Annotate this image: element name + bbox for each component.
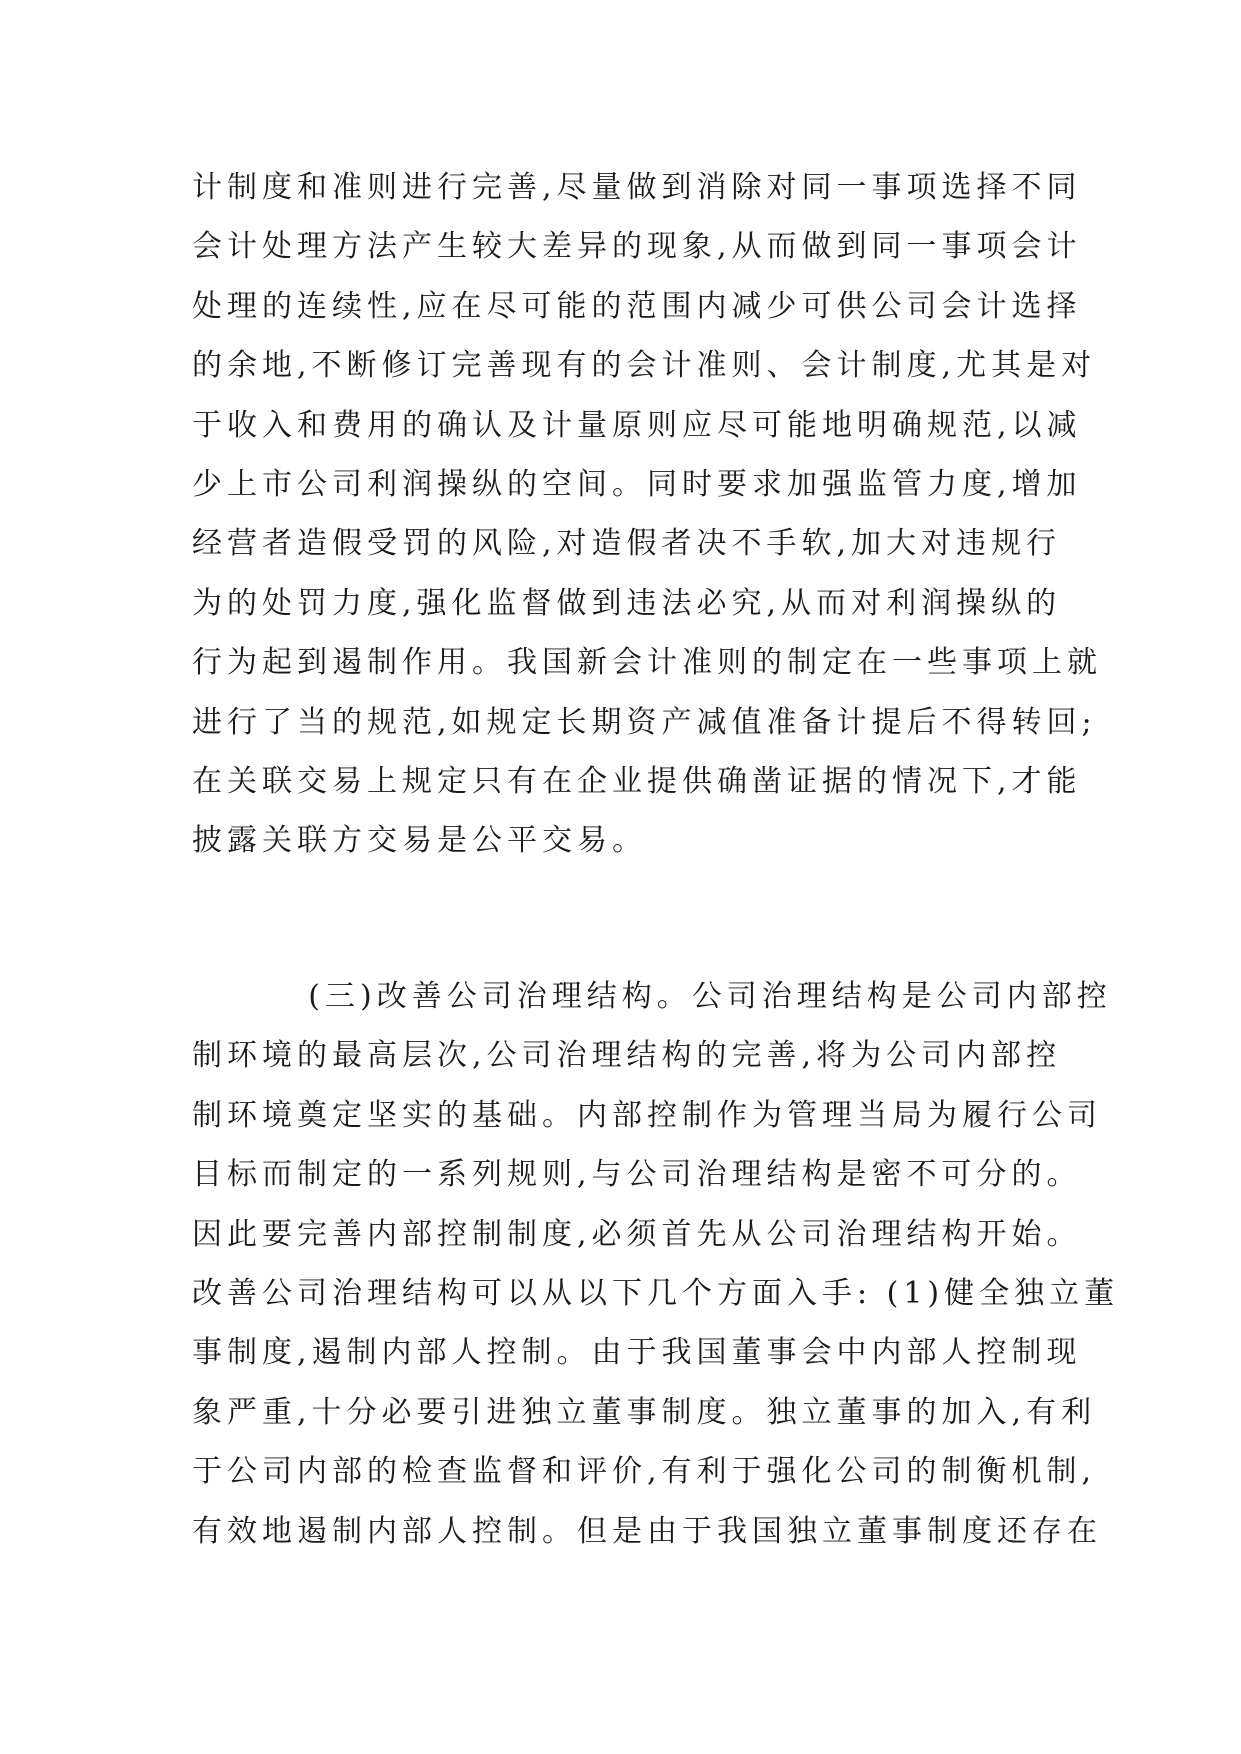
text-line: 象严重,十分必要引进独立董事制度。独立董事的加入,有利 [192, 1394, 1097, 1430]
text-line: 为的处罚力度,强化监督做到违法必究,从而对利润操纵的 [192, 585, 1062, 621]
text-line: 少上市公司利润操纵的空间。同时要求加强监管力度,增加 [192, 466, 1082, 502]
paragraph-accounting-standards [192, 158, 1102, 871]
text-line: 计制度和准则进行完善,尽量做到消除对同一事项选择不同 [192, 170, 1082, 205]
text-line: 处理的连续性,应在尽可能的范围内减少可供公司会计选择 [192, 288, 1082, 324]
text-line: 制环境奠定坚实的基础。内部控制作为管理当局为履行公司 [192, 1097, 1102, 1133]
text-line: 经营者造假受罚的风险,对造假者决不手软,加大对违规行 [192, 526, 1062, 562]
text-line: 于公司内部的检查监督和评价,有利于强化公司的制衡机制, [192, 1454, 1097, 1490]
text-line: 因此要完善内部控制制度,必须首先从公司治理结构开始。 [192, 1216, 1082, 1252]
paragraph-corporate-governance [192, 967, 1120, 1561]
text-line: 进行了当的规范,如规定长期资产减值准备计提后不得转回; [192, 704, 1097, 740]
text-line: 会计处理方法产生较大差异的现象,从而做到同一事项会计 [192, 229, 1082, 265]
text-line: 的余地,不断修订完善现有的会计准则、会计制度,尤其是对 [192, 348, 1097, 384]
text-line: 披露关联方交易是公平交易。 [192, 823, 647, 859]
text-line: 有效地遏制内部人控制。但是由于我国独立董事制度还存在 [192, 1513, 1102, 1549]
text-line: 事制度,遏制内部人控制。由于我国董事会中内部人控制现 [192, 1335, 1082, 1371]
text-line: 改善公司治理结构可以从以下几个方面入手: (1)健全独立董 [192, 1275, 1120, 1311]
text-line: 在关联交易上规定只有在企业提供确凿证据的情况下,才能 [192, 763, 1082, 799]
text-line: 目标而制定的一系列规则,与公司治理结构是密不可分的。 [192, 1157, 1082, 1193]
text-line: (三)改善公司治理结构。公司治理结构是公司内部控 [192, 979, 1112, 1014]
text-line: 于收入和费用的确认及计量原则应尽可能地明确规范,以减 [192, 407, 1082, 443]
text-line: 制环境的最高层次,公司治理结构的完善,将为公司内部控 [192, 1038, 1062, 1074]
text-line: 行为起到遏制作用。我国新会计准则的制定在一些事项上就 [192, 645, 1102, 681]
